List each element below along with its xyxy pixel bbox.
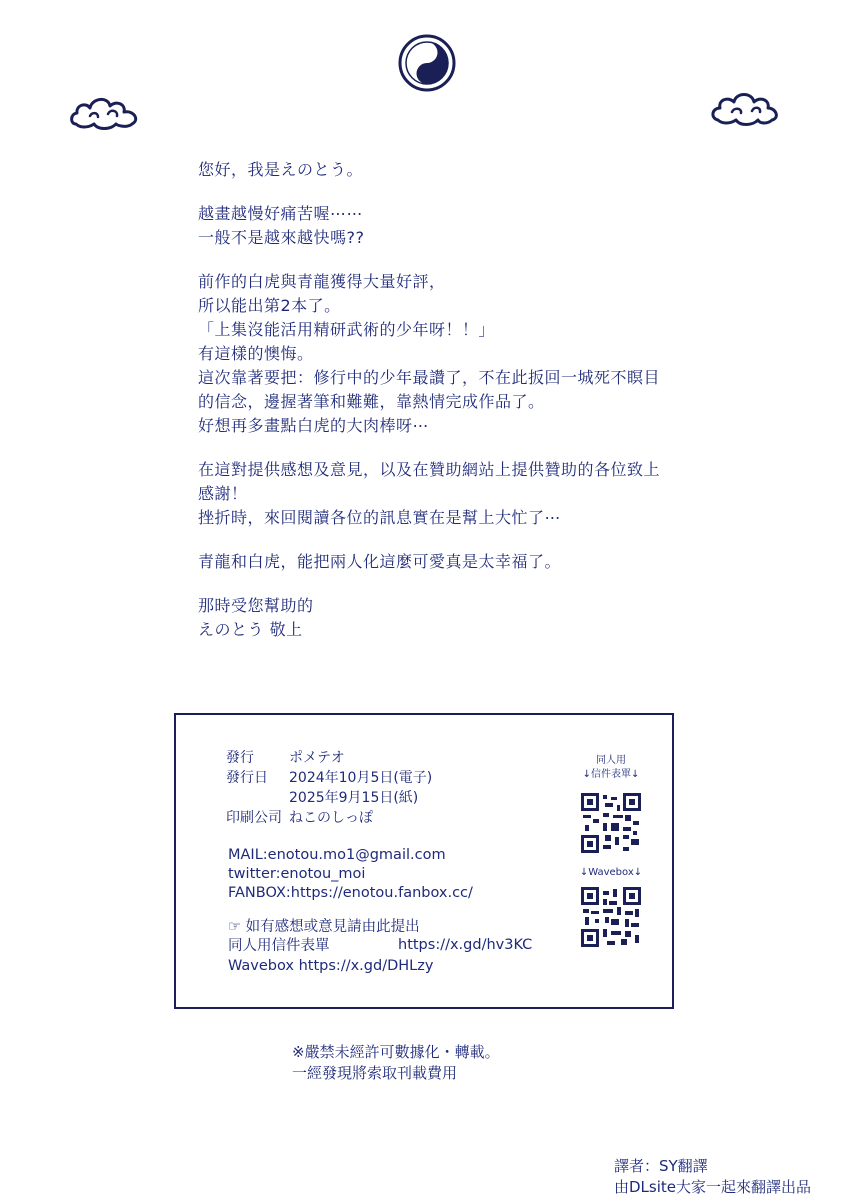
- mail-contact[interactable]: MAIL:enotou.mo1@gmail.com: [228, 847, 446, 863]
- translation-group: 由DLsite大家一起來翻譯出品: [614, 1178, 812, 1196]
- qr1-caption-line1: 同人用: [596, 755, 626, 766]
- letter-line: 您好，我是えのとう。: [198, 160, 364, 179]
- translator-credits: [614, 1156, 854, 1198]
- letter-line: 前作的白虎與青龍獲得大量好評，: [198, 272, 446, 291]
- letter-gap: [198, 530, 718, 550]
- letter-gap: [198, 438, 718, 458]
- letter-line: 一般不是越來越快嗎??: [198, 228, 365, 247]
- copyright-notice: [292, 1042, 592, 1084]
- twitter-contact[interactable]: twitter:enotou_moi: [228, 866, 366, 882]
- yin-yang-icon: [398, 34, 456, 92]
- publisher-value: ポメテオ: [289, 750, 345, 766]
- letter-line: 感謝！: [198, 484, 248, 503]
- doujin-form-link[interactable]: https://x.gd/hv3KC: [398, 937, 533, 953]
- feedback-prompt: ☞ 如有感想或意見請由此提出: [228, 919, 420, 935]
- colophon-box: [174, 713, 674, 1009]
- letter-gap: [198, 574, 718, 594]
- date-label: 發行日: [226, 770, 268, 786]
- printer-label: 印刷公司: [226, 810, 282, 826]
- letter-line: 「上集沒能活用精研武術的少年呀！！」: [198, 320, 496, 339]
- doujin-form-label: 同人用信件表單: [228, 938, 330, 954]
- letter-line: 越畫越慢好痛苦喔⋯⋯: [198, 204, 364, 223]
- letter-line: 挫折時，來回閱讀各位的訊息實在是幫上大忙了⋯: [198, 508, 562, 527]
- letter-line: 有這樣的懊悔。: [198, 344, 314, 363]
- qr1-caption-line2: ↓信件表單↓: [582, 769, 640, 780]
- fanbox-contact[interactable]: FANBOX:https://enotou.fanbox.cc/: [228, 885, 473, 901]
- notice-line-1: ※嚴禁未經許可數據化・轉載。: [292, 1043, 500, 1061]
- afterword-letter: [198, 158, 718, 642]
- letter-line: 所以能出第2本了。: [198, 296, 341, 315]
- date-print: 2025年9月15日(紙): [289, 790, 419, 806]
- wavebox-link[interactable]: Wavebox https://x.gd/DHLzy: [228, 958, 434, 974]
- qr-code-icon[interactable]: [581, 793, 641, 853]
- translator-name: 譯者：SY翻譯: [614, 1157, 708, 1175]
- letter-line: 青龍和白虎，能把兩人化這麼可愛真是太幸福了。: [198, 552, 562, 571]
- qr2-caption: ↓Wavebox↓: [579, 867, 643, 878]
- letter-line: 在這對提供感想及意見，以及在贊助網站上提供贊助的各位致上: [198, 460, 661, 479]
- letter-line: 好想再多畫點白虎的大肉棒呀⋯: [198, 416, 430, 435]
- notice-line-2: 一經發現將索取刊載費用: [292, 1064, 458, 1082]
- letter-signature: えのとう 敬上: [198, 620, 303, 639]
- printer-value: ねこのしっぽ: [289, 810, 373, 826]
- letter-line: 的信念，邊握著筆和難難，靠熱情完成作品了。: [198, 392, 545, 411]
- cloud-icon: [68, 90, 146, 134]
- letter-line: 這次靠著要把：修行中的少年最讚了，不在此扳回一城死不瞑目: [198, 368, 661, 387]
- letter-gap: [198, 250, 718, 270]
- qr-code-icon[interactable]: [581, 887, 641, 947]
- cloud-icon: [704, 86, 782, 130]
- publisher-label: 發行: [226, 750, 254, 766]
- letter-gap: [198, 182, 718, 202]
- date-digital: 2024年10月5日(電子): [289, 770, 433, 786]
- letter-line: 那時受您幫助的: [198, 596, 314, 615]
